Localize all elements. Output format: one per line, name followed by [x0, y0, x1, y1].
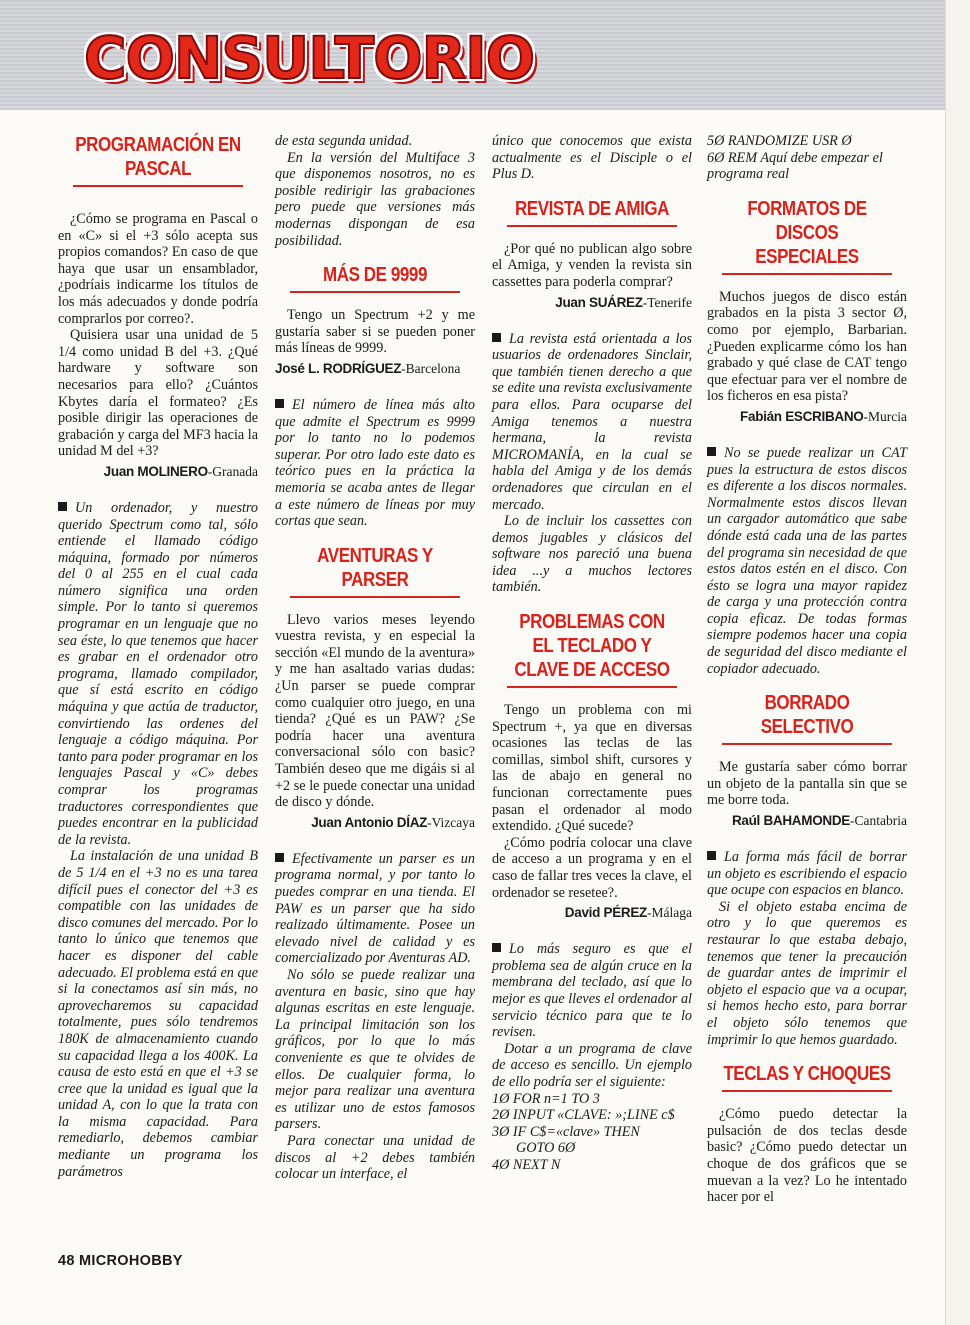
answer-text: Si el objeto estaba encima de otro y lo que queremos es restaurar lo que estaba debajo, tenemos que tener la precaución de guardar antes de imprimir el objeto el espacio que va a ocupar, si hemos hecho esto, para borrar el objeto sólo tenemos que imprimir lo que hemos guardado.: [707, 898, 907, 1048]
code-line: 1Ø FOR n=1 TO 3: [492, 1090, 600, 1107]
column-3: [492, 133, 692, 1174]
question-text: ¿Cómo podría colocar una clave de acceso a un programa y en el caso de fallar tres veces la clave, el ordenador se resetee?.: [492, 834, 692, 901]
answer-text: Lo de incluir los cassettes con demos jugables y clásicos del software nos pareció una buena idea ...y a muchos lectores también.: [492, 513, 692, 596]
question-text: ¿Por qué no publican algo sobre el Amiga, y venden la revista sin cassettes para poderla comprar?: [492, 240, 692, 290]
heading-problemas-teclado: PROBLEMAS CON EL TECLADO Y CLAVE DE ACCESO: [507, 610, 677, 688]
answer-bullet: [492, 333, 501, 342]
heading-borrado-selectivo: BORRADO SELECTIVO: [722, 691, 892, 745]
code-line: 2Ø INPUT «CLAVE: »;LINE c$: [492, 1107, 675, 1124]
signature: Juan SUÁREZ-Tenerife: [555, 294, 692, 310]
heading-teclas-choques: TECLAS Y CHOQUES: [722, 1062, 892, 1092]
answer-text: Efectivamente un parser es un programa normal, y por tanto lo puedes comprar en una tienda. El PAW es un parser que ha sido realizado últimamente. Posee un elevado nivel de calidad y es comercializado por Aventuras AD.: [275, 850, 475, 967]
section-title-consultorio: CONSULTORIO: [84, 24, 535, 92]
answer-bullet: [275, 399, 284, 408]
answer-text: No sólo se puede realizar una aventura en basic, sino que hay algunas escritas en este lenguaje. La principal limitación son los gráficos, por lo que lo más conveniente es que te olvides de ellos. De cualquier forma, lo mejor para realizar una aventura es utilizar uno de estos famosos parsers.: [275, 966, 475, 1133]
signature: David PÉREZ-Málaga: [564, 905, 692, 921]
signature: José L. RODRÍGUEZ-Barcelona: [275, 360, 461, 376]
answer-text: Para conectar una unidad de discos al +2 debes también colocar un interface, el: [275, 1132, 475, 1183]
answer-text: La forma más fácil de borrar un objeto es escribiendo el espacio que ocupe con espacios en blanco.: [707, 849, 907, 899]
answer-text: Lo más seguro es que el problema sea de algún cruce en la membrana del teclado, así que lo mejor es que lleves el ordenador al servicio técnico para que te lo revisen.: [492, 941, 692, 1041]
code-line: 6Ø REM Aquí debe empezar el programa real: [707, 149, 883, 183]
heading-programacion-pascal: PROGRAMACIÓN EN PASCAL: [73, 133, 243, 187]
question-text: ¿Cómo puedo detectar la pulsación de dos teclas desde basic? ¿Cómo puedo detectar un choque de dos gráficos que se muevan a la vez? Lo he intentado hacer por el: [707, 1106, 907, 1206]
answer-text: de esta segunda unidad.: [275, 133, 413, 149]
question-text: ¿Cómo se programa en Pascal o en «C» si el +3 sólo acepta sus propios comandos? En caso de que haya que usar un ensamblador, ¿podríais indicarme los títulos de los más adecuados y donde podría comprarlos por correo?.: [58, 211, 258, 327]
answer-text: Un ordenador, y nuestro querido Spectrum como tal, sólo entiende el llamado código máquina, formado por números del 0 al 255 en el cual cada número significa una orden simple. Por lo tanto si queremos programar en un lenguaje que no sea éste, lo que tenemos que hacer es grabar en el ordenador otro programa, llamado compilador, que sí está escrito en código máquina y que actúa de traductor, convirtiendo las ordenes del lenguaje a código máquina. Por tanto para poder programar en los lenguajes Pascal y «C» debes comprar los programas traductores correspondientes que puedes encontrar en la publicidad de la revista.: [58, 499, 258, 848]
answer-text: La instalación de una unidad B de 5 1/4 en el +3 no es una tarea difícil pues el conector del +3 es compatible con las unidades de disco comunes del mercado. Por lo tanto lo único que tenemos que hacer es disponer del cable adecuado. El problema está en que si la conectamos así sin más, no aprovecharemos su capacidad totalmente, pues sólo tendremos 180K de almacenamiento cuando su capacidad llega a los 400K. La causa de esto está en que el +3 se cree que la unidad es igual que la unidad A, con lo que la trata con la misma capacidad. Para remediarlo, debemos cambiar mediante un programa los parámetros: [58, 848, 258, 1180]
question-text: Quisiera usar una unidad de 5 1/4 como unidad B del +3. ¿Qué hardware y software son necesarios para ello? ¿Cuántos Kbytes daría el formateo? ¿Es posible dirigir las operaciones de grabación y carga del MF3 hacia la unidad M del +3?: [58, 327, 258, 460]
question-text: Tengo un problema con mi Spectrum +, ya que en diversas ocasiones las teclas de las comillas, simbol shift, cursores y las de abajo en general no funcionan correctamente pues pasan el ordenador al modo extendido. ¿Qué sucede?: [492, 702, 692, 835]
question-text: Tengo un Spectrum +2 y me gustaría saber si se pueden poner más líneas de 9999.: [275, 307, 475, 357]
column-1: [58, 133, 258, 1180]
answer-bullet: [275, 853, 284, 862]
heading-revista-amiga: REVISTA DE AMIGA: [507, 197, 677, 227]
signature: Juan MOLINERO-Granada: [103, 463, 258, 479]
column-4: [707, 133, 907, 1206]
answer-bullet: [707, 851, 716, 860]
answer-bullet: [707, 447, 716, 456]
heading-aventuras-parser: AVENTURAS Y PARSER: [290, 544, 460, 598]
code-line: 5Ø RANDOMIZE USR Ø: [707, 133, 852, 149]
code-listing: [492, 1091, 692, 1174]
signature: Fabián ESCRIBANO-Murcia: [740, 408, 907, 424]
question-text: Llevo varios meses leyendo vuestra revista, y en especial la sección «El mundo de la aventura» y me han asaltado varias dudas: ¿Un parser se puede comprar como cualquier otro juego, en una tienda? ¿Qué es un PAW? ¿Se podría hacer una aventura conversacional sólo con basic? También deseo que me digáis si al +2 se le puede conectar una unidad de disco y dónde.: [275, 611, 475, 811]
answer-text: No se puede realizar un CAT pues la estructura de estos discos es diferente a los discos normales. Normalmente estos discos llevan un cargador automático que sabe dónde está cada una de las partes del programa sin necesidad de que estos datos estén en el disco. Con ésto se logra una mayor rapidez de carga y una protección contra copia eficaz. De todas formas siempre podemos hacer una copia de seguridad del disco mediante el copiador adecuado.: [707, 444, 907, 677]
signature: Raúl BAHAMONDE-Cantabria: [731, 813, 907, 829]
code-line: GOTO 6Ø: [516, 1140, 576, 1157]
answer-text: único que conocemos que exista actualmente es el Disciple o el Plus D.: [492, 133, 692, 183]
question-text: Me gustaría saber cómo borrar un objeto de la pantalla sin que se me borre toda.: [707, 759, 907, 809]
answer-bullet: [58, 502, 67, 511]
heading-formatos-discos: FORMATOS DE DISCOS ESPECIALES: [722, 197, 892, 275]
question-text: Muchos juegos de disco están grabados en la pista 3 sector Ø, como por ejemplo, Barbarian. ¿Pueden explicarme cómo los han grabado y qué clase de CAT tengo que efectuar para ver el nombre de los ficheros en esa pista?: [707, 288, 907, 405]
answer-text: El número de línea más alto que admite el Spectrum es 9999 por lo tanto no lo podemos superar. Por otro lado este dato es teórico pues en la práctica la memoria se acaba antes de llegar a este número de líneas por muy cortas que sean.: [275, 396, 475, 530]
page-edge: [945, 0, 970, 1325]
column-2: [275, 133, 475, 1183]
answer-text: Dotar a un programa de clave de acceso es sencillo. Un ejemplo de ello podría ser el siguiente:: [492, 1040, 692, 1090]
answer-bullet: [492, 943, 501, 952]
answer-text: La revista está orientada a los usuarios de ordenadores Sinclair, que también tienen derecho a que se edite una revista exclusivamente para ellos. Para ocuparse del Amiga tenemos a nuestra hermana, la revista MICROMANÍA, en la cual se habla del Amiga y de los demás ordenadores que circulan en el mercado.: [492, 330, 692, 513]
answer-text: En la versión del Multiface 3 que disponemos nosotros, no es posible redirigir las grabaciones pero puede que versiones más modernas dispongan de esa posibilidad.: [275, 149, 475, 249]
header-band: [0, 0, 945, 110]
code-line: 3Ø IF C$=«clave» THEN: [492, 1123, 640, 1140]
signature: Juan Antonio DÍAZ-Vizcaya: [311, 814, 475, 830]
code-line: 4Ø NEXT N: [492, 1156, 561, 1173]
page-footer: 48 MICROHOBBY: [58, 1253, 183, 1269]
code-listing: [707, 133, 907, 183]
heading-mas-de-9999: MÁS DE 9999: [290, 263, 460, 293]
